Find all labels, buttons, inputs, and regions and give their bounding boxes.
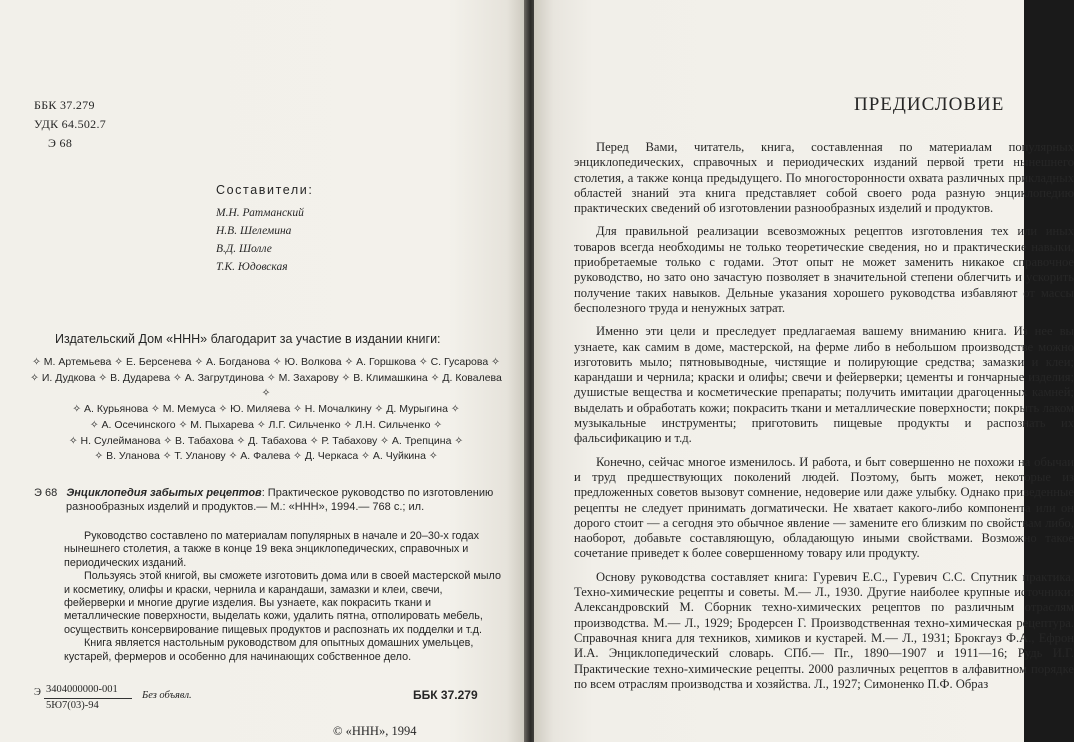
compiler-name: В.Д. Шолле — [216, 243, 272, 255]
acknowledgement-names — [26, 355, 506, 465]
bbk-code: ББК 37.279 — [34, 98, 95, 112]
author-sign: Э 68 — [48, 136, 73, 150]
preface-paragraph: Основу руководства составляет книга: Гуревич Е.С., Гуревич С.С. Спутник практика. Техно-химические рецепты и советы. М.— Л., 1930. Другие наиболее крупные источники: Александровский М. Сборник техно-химических рецептов по различным отраслям производства. М.— Л., 1929; Бродерсен Г. Производственная техно-химическая рецептура. Справочная книга для техников, химиков и кустарей. М.— Л., 1931; Брокгауз Ф.А., Ефрон И.А. Энциклопедический словарь. СПб.— Пг., 1890—1907 и 1911—16; Рудь И.Г. Практические техно-химические рецепты. 2000 различных рецептов в алфавитном порядке по всем отраслям производства и хозяйства. Л., 1927; Симоненко П.Ф. Образ — [574, 569, 1074, 691]
biblio-imprint: разнообразных изделий и продуктов.— М.: «ННН», 1994.— 768 с.; ил. — [66, 501, 425, 514]
annotation-paragraph: Книга является настольным руководством для опытных домашних умельцев, кустарей, фермеров и особенно для начинающих собственное дело. — [64, 637, 474, 663]
copyright: © «ННН», 1994 — [333, 724, 417, 738]
preface-paragraph: Конечно, сейчас многое изменилось. И работа, и быт совершенно не похожи на обычаи и труд предшествующих поколений людей. Поэтому, быть может, некоторые из предложенных советов вызовут сомнение, недоверие или даже улыбку. Однако приведенные рецепты не следует принимать догматически. Не хватает какого-либо компонента или он дорого стоит — а сегодня это обычное явление — замените его близким по свойствам либо, наоборот, добавьте составляющую, обладающую иными свойствами. Возможно такое сочетание приведет к более совершенному товару или продукту. — [574, 454, 1074, 561]
biblio-subtitle: : Практическое руководство по изготовлению — [261, 487, 494, 499]
udk-code: УДК 64.502.7 — [34, 117, 107, 131]
compiler-name: Н.В. Шелемина — [216, 225, 292, 237]
right-page — [534, 0, 1074, 742]
names-line: ✧ М. Артемьева ✧ Е. Берсенева ✧ А. Богданова ✧ Ю. Волкова ✧ А. Горшкова ✧ С. Гусарова ✧ — [32, 356, 500, 368]
preface-paragraph: Для правильной реализации всевозможных рецептов изготовления тех или иных товаров всегда необходимы не только теоретические сведения, но и практические навыки, приобретаемые только с годами. Этот опыт не может заменить никакое справочное руководство, но зато оно зачастую позволяет в значительной степени облегчить и ускорить получение таких навыков. Дельные указания хорошего руководства избавляют от массы бесполезного труда и ненужных затрат. — [574, 224, 1074, 315]
no-announcement: Без объявл. — [142, 690, 192, 701]
bbk-footer: ББК 37.279 — [413, 688, 478, 702]
isbn-code: 3404000000-001 — [46, 684, 118, 695]
names-line: ✧ И. Дудкова ✧ В. Дударева ✧ А. Загрутдинова ✧ М. Захарову ✧ В. Климашкина ✧ Д. Ковалева ✧ — [30, 371, 502, 400]
preface-paragraph: Именно эти цели и преследует предлагаемая вашему вниманию книга. Из нее вы узнаете, как самим в доме, мастерской, на ферме либо в небольшом производстве можно изготовить мыло; пятновыводные, чистящие и полирующие средства; замазки и клеи; карандаши и чернила; краски и олифы; свечи и фейерверки; цементы и гончарные изделия; душистые вещества и косметические препараты; получить имитации драгоценных камней; выделать и обработать кожи; покрасить ткани и металлические поверхности; покрыть лаком музыкальные инструменты; приготовить пищевые продукты и распознать их фальсификацию и т.д. — [574, 324, 1074, 446]
annotation-paragraph: Пользуясь этой книгой, вы сможете изготовить дома или в своей мастерской мыло и косметику, олифы и краски, чернила и карандаши, замазки и клеи, свечи, фейерверки и многие другие изделия. Вы узнаете, как покрасить ткани и металлические поверхности, выделать кожи, удалить пятна, отполировать мебель, осуществить консервирование пищевых продуктов и распознать их подделки и т.д. — [64, 570, 501, 636]
preface-body — [574, 140, 1074, 700]
left-page — [0, 0, 528, 742]
preface-title: ПРЕДИСЛОВИЕ — [854, 94, 1005, 115]
isbn-subcode: 5Ю7(03)-94 — [46, 700, 99, 711]
book-title: Энциклопедия забытых рецептов — [66, 487, 262, 499]
acknowledgement-heading: Издательский Дом «ННН» благодарит за участие в издании книги: — [55, 332, 441, 346]
names-line: ✧ А. Курьянова ✧ М. Мемуса ✧ Ю. Миляева ✧ Н. Мочалкину ✧ Д. Мурыгина ✧ — [72, 403, 460, 416]
isbn-prefix: Э — [34, 687, 41, 698]
preface-paragraph: Перед Вами, читатель, книга, составленная по материалам популярных энциклопедических, справочных и периодических изданий первой трети нынешнего столетия, а также конца предыдущего. По многосторонности охвата различных прикладных областей знаний эта книга представляет собой своего рода разную энциклопедию практических сведений об изготовлении разнообразных изделий и продуктов. — [574, 140, 1074, 216]
compiler-name: Т.К. Юдовская — [216, 261, 288, 273]
isbn-divider — [44, 698, 132, 699]
biblio-code: Э 68 — [34, 487, 58, 499]
compiler-name: М.Н. Ратманский — [216, 207, 304, 219]
names-line: ✧ А. Осечинского ✧ М. Пыхарева ✧ Л.Г. Сильченко ✧ Л.Н. Сильченко ✧ — [89, 418, 443, 431]
annotation — [64, 530, 504, 664]
bibliographic-record — [34, 486, 504, 514]
names-line: ✧ В. Уланова ✧ Т. Уланову ✧ А. Фалева ✧ Д. Черкаса ✧ А. Чуйкина ✧ — [94, 450, 438, 463]
annotation-paragraph: Руководство составлено по материалам популярных в начале и 20–30-х годах нынешнего столетия, а также в конце 19 века энциклопедических, справочных и периодических изданий. — [64, 530, 479, 569]
names-line: ✧ Н. Сулейманова ✧ В. Табахова ✧ Д. Табахова ✧ Р. Табахову ✧ А. Трепцина ✧ — [68, 434, 464, 447]
compilers-heading: Составители: — [216, 183, 314, 197]
